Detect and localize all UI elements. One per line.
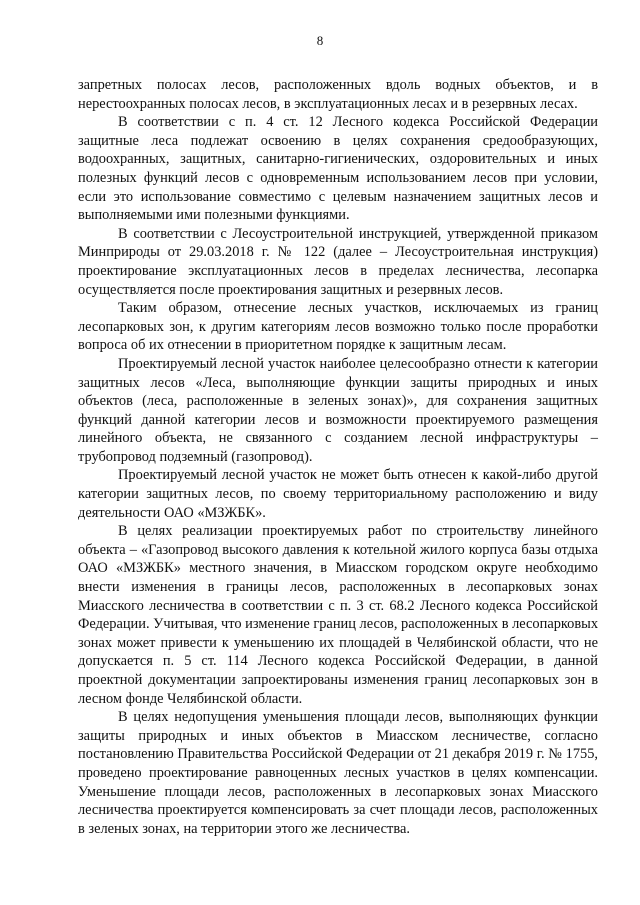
paragraph: Таким образом, отнесение лесных участков, исключаемых из границ лесопарковых зон, к другим категориям лесов возможно только после проработки вопроса об их отнесении в приоритетном порядке к защитным лесам. <box>78 300 598 354</box>
paragraph: В целях недопущения уменьшения площади лесов, выполняющих функции защиты природных и иных объектов в Миасском лесничестве, согласно постановлению Правительства Российской Федерации от 21 декабря 2019 г. № 1755, проведено проектирование равноценных лесных участков в целях компенсации. Уменьшение площади лесов, расположенных в лесопарковых зонах Миасского лесничества проектируется компенсировать за счет площади лесов, расположенных в зеленых зонах, на территории этого же лесничества. <box>78 709 598 837</box>
document-body <box>78 76 598 838</box>
page-number: 8 <box>316 33 324 48</box>
paragraph: Проектируемый лесной участок не может быть отнесен к какой-либо другой категории защитных лесов, по своему территориальному расположению и виду деятельности ОАО «МЗЖБК». <box>78 467 598 521</box>
paragraph: В соответствии с Лесоустроительной инструкцией, утвержденной приказом Минприроды от 29.03.2018 г. № 122 (далее – Лесоустроительная инструкция) проектирование эксплуатационных лесов в пределах лесничества, лесопарка осуществляется после проектирования защитных и резервных лесов. <box>78 225 598 298</box>
paragraph: Проектируемый лесной участок наиболее целесообразно отнести к категории защитных лесов «Леса, выполняющие функции защиты природных и иных объектов (леса, расположенные в зеленых зонах)», для сохранения защитных функций данной категории лесов и возможности проектируемого размещения линейного объекта, не связанного с созданием лесной инфраструктуры – трубопровод подземный (газопровод). <box>78 355 598 465</box>
paragraph-continuation: запретных полосах лесов, расположенных вдоль водных объектов, и в нерестоохранных полосах лесов, в эксплуатационных лесах и в резервных лесах. <box>78 77 598 112</box>
paragraph: В соответствии с п. 4 ст. 12 Лесного кодекса Российской Федерации защитные леса подлежат освоению в целях сохранения средообразующих, водоохранных, защитных, санитарно-гигиенических, оздоровительных и иных полезных функций лесов с одновременным использованием лесов при условии, если это использование совместимо с целевым назначением защитных лесов и выполняемыми ими полезными функциями. <box>78 114 598 224</box>
paragraph: В целях реализации проектируемых работ по строительству линейного объекта – «Газопровод высокого давления к котельной жилого корпуса базы отдыха ОАО «МЗЖБК» местного значения, в Миасском городском округе необходимо внести изменения в границы лесов, расположенных в лесопарковых зонах Миасского лесничества в соответствии с п. 3 ст. 68.2 Лесного кодекса Российской Федерации. Учитывая, что изменение границ лесов, расположенных в лесопарковых зонах может привести к уменьшению их площадей в Челябинской области, что не допускается п. 5 ст. 114 Лесного кодекса Российской Федерации, в данной проектной документации запроектированы изменения границ лесопарковых зон в лесном фонде Челябинской области. <box>78 523 599 707</box>
